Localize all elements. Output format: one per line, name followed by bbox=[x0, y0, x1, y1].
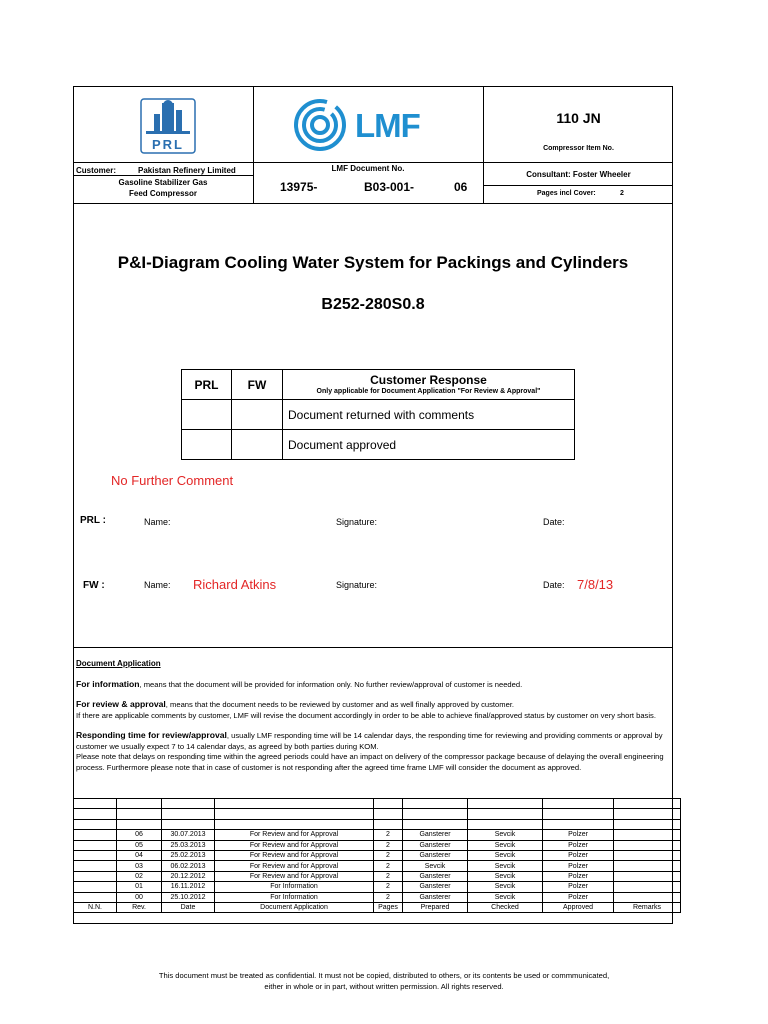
revision-cell-application: For Information bbox=[215, 892, 374, 902]
revision-cell-checked: Sevcik bbox=[468, 840, 543, 850]
revision-cell-rev: 01 bbox=[117, 882, 162, 892]
revision-header-approved: Approved bbox=[543, 902, 614, 912]
revision-row bbox=[74, 882, 681, 892]
revision-cell-remarks bbox=[614, 819, 681, 829]
revision-row bbox=[74, 799, 681, 809]
drawing-number: B252-280S0.8 bbox=[321, 296, 425, 313]
info-term: For information bbox=[76, 678, 140, 689]
revision-cell-approved bbox=[543, 799, 614, 809]
revision-cell-date: 25.10.2012 bbox=[162, 892, 215, 902]
revision-cell-nn bbox=[74, 882, 117, 892]
response-heading: Customer Response bbox=[370, 373, 487, 387]
doc-number-part2: B03-001- bbox=[364, 180, 415, 194]
prl-logo-text: PRL bbox=[152, 137, 184, 152]
fw-approved-checkbox[interactable] bbox=[232, 430, 283, 460]
revision-cell-prepared: Gansterer bbox=[403, 830, 468, 840]
customer-response-table bbox=[181, 369, 575, 460]
revision-cell-prepared: Gansterer bbox=[403, 871, 468, 881]
prl-date-label: Date: bbox=[543, 517, 565, 527]
header-divider bbox=[73, 162, 673, 163]
info-text: , means that the document will be provided for information only. No further review/approval of customer is needed. bbox=[139, 679, 523, 689]
response-option-returned bbox=[283, 400, 575, 430]
revision-cell-date bbox=[162, 819, 215, 829]
responding-text-2: Please note that delays on responding time within the agreed periods could have an impact on delivery of the compressor package because of delaying the overall engineering process. Furthermore please note that in case of customer is not responding after the agreed time frame LMF will consider the document as approved. bbox=[76, 752, 664, 772]
revision-cell-remarks bbox=[614, 840, 681, 850]
revision-cell-pages: 2 bbox=[374, 882, 403, 892]
revision-cell-nn bbox=[74, 799, 117, 809]
revision-cell-pages: 2 bbox=[374, 850, 403, 860]
revision-cell-pages: 2 bbox=[374, 892, 403, 902]
review-text-2: If there are applicable comments by customer, LMF will revise the document accordingly in order to be able to achieve final/approved status by customer on very short basis. bbox=[76, 710, 656, 720]
revision-cell-pages bbox=[374, 799, 403, 809]
fw-name-label: Name: bbox=[144, 580, 171, 590]
revision-cell-remarks bbox=[614, 882, 681, 892]
document-title: P&I-Diagram Cooling Water System for Packings and Cylinders bbox=[117, 253, 629, 272]
revision-cell-checked bbox=[468, 819, 543, 829]
revision-cell-rev bbox=[117, 809, 162, 819]
revision-cell-nn bbox=[74, 830, 117, 840]
revision-row bbox=[74, 830, 681, 840]
revision-header-row bbox=[74, 902, 681, 912]
revision-cell-prepared: Gansterer bbox=[403, 882, 468, 892]
revision-cell-date bbox=[162, 799, 215, 809]
review-text: , means that the document needs to be reviewed by customer and as well finally approved by customer. bbox=[165, 700, 515, 709]
revision-cell-remarks bbox=[614, 809, 681, 819]
revision-row bbox=[74, 819, 681, 829]
footer-confidential-1: This document must be treated as confidential. It must not be copied, distributed to others, or its contents be used or commmunicated, bbox=[158, 971, 610, 980]
revision-cell-application: For Review and for Approval bbox=[215, 871, 374, 881]
revision-cell-date: 25.03.2013 bbox=[162, 840, 215, 850]
doc-application-heading: Document Application bbox=[76, 659, 161, 668]
prl-returned-checkbox[interactable] bbox=[182, 400, 232, 430]
revision-cell-nn bbox=[74, 892, 117, 902]
doc-number-part1: 13975- bbox=[280, 180, 318, 194]
revision-cell-date: 25.02.2013 bbox=[162, 850, 215, 860]
revision-header-remarks: Remarks bbox=[614, 902, 681, 912]
pages-value: 2 bbox=[620, 190, 624, 197]
customer-name: Pakistan Refinery Limited bbox=[138, 166, 236, 175]
revision-cell-prepared bbox=[403, 809, 468, 819]
revision-cell-checked bbox=[468, 799, 543, 809]
header-divider bbox=[73, 203, 673, 204]
revision-cell-checked: Sevcik bbox=[468, 830, 543, 840]
review-term: For review & approval bbox=[76, 699, 166, 709]
revision-cell-pages: 2 bbox=[374, 861, 403, 871]
revision-cell-checked: Sevcik bbox=[468, 861, 543, 871]
revision-cell-checked: Sevcik bbox=[468, 850, 543, 860]
revision-cell-pages bbox=[374, 819, 403, 829]
revision-cell-approved: Polzer bbox=[543, 840, 614, 850]
revision-cell-application: For Information bbox=[215, 882, 374, 892]
revision-cell-pages: 2 bbox=[374, 871, 403, 881]
service-line-1: Gasoline Stabilizer Gas bbox=[118, 178, 208, 187]
response-option-approved-label: Document approved bbox=[288, 437, 397, 452]
revision-cell-rev: 06 bbox=[117, 830, 162, 840]
revision-cell-prepared bbox=[403, 799, 468, 809]
revision-cell-pages bbox=[374, 809, 403, 819]
fw-date-label: Date: bbox=[543, 580, 565, 590]
revision-header-date: Date bbox=[162, 902, 215, 912]
revision-cell-application: For Review and for Approval bbox=[215, 840, 374, 850]
revision-cell-remarks bbox=[614, 799, 681, 809]
response-col-prl bbox=[182, 370, 232, 400]
prl-approved-checkbox[interactable] bbox=[182, 430, 232, 460]
revision-cell-date: 06.02.2013 bbox=[162, 861, 215, 871]
revision-cell-rev bbox=[117, 799, 162, 809]
revision-header-prepared: Prepared bbox=[403, 902, 468, 912]
header-divider bbox=[483, 185, 673, 186]
revision-cell-approved bbox=[543, 809, 614, 819]
revision-cell-prepared: Sevcik bbox=[403, 861, 468, 871]
revision-cell-approved bbox=[543, 819, 614, 829]
revision-cell-application bbox=[215, 799, 374, 809]
revision-cell-nn bbox=[74, 850, 117, 860]
revision-cell-pages: 2 bbox=[374, 840, 403, 850]
customer-label: Customer: bbox=[76, 166, 117, 175]
revision-row bbox=[74, 871, 681, 881]
revision-cell-remarks bbox=[614, 871, 681, 881]
revision-cell-rev: 05 bbox=[117, 840, 162, 850]
revision-cell-application bbox=[215, 819, 374, 829]
pages-label: Pages incl Cover: bbox=[537, 190, 596, 197]
revision-cell-remarks bbox=[614, 830, 681, 840]
revision-cell-approved: Polzer bbox=[543, 850, 614, 860]
response-option-returned-label: Document returned with comments bbox=[288, 407, 475, 422]
revision-cell-date: 16.11.2012 bbox=[162, 882, 215, 892]
revision-cell-approved: Polzer bbox=[543, 892, 614, 902]
revision-cell-prepared: Gansterer bbox=[403, 850, 468, 860]
lmf-document-label: LMF Document No. bbox=[331, 164, 405, 173]
responding-text: , usually LMF responding time will be 14 calendar days, the responding time for reviewing and providing comments or approval by customer we usually expect 7 to 14 calendar days, as agreed by both parties during KOM. bbox=[76, 731, 663, 751]
revision-cell-nn bbox=[74, 871, 117, 881]
consultant: Consultant: Foster Wheeler bbox=[526, 170, 631, 179]
header-divider bbox=[253, 86, 254, 203]
response-option-approved bbox=[283, 430, 575, 460]
revision-cell-checked bbox=[468, 809, 543, 819]
compressor-item-label: Compressor Item No. bbox=[543, 145, 614, 152]
revision-header-nn: N.N. bbox=[74, 902, 117, 912]
revision-row bbox=[74, 809, 681, 819]
revision-cell-rev: 03 bbox=[117, 861, 162, 871]
revision-cell-checked: Sevcik bbox=[468, 882, 543, 892]
revision-cell-nn bbox=[74, 809, 117, 819]
revision-header-pages: Pages bbox=[374, 902, 403, 912]
revision-cell-approved: Polzer bbox=[543, 871, 614, 881]
fw-signature-label: Signature: bbox=[336, 580, 378, 590]
revision-header-checked: Checked bbox=[468, 902, 543, 912]
prl-signoff-label: PRL : bbox=[80, 515, 106, 526]
revision-cell-prepared: Gansterer bbox=[403, 840, 468, 850]
revision-cell-application: For Review and for Approval bbox=[215, 850, 374, 860]
response-col-prl-label: PRL bbox=[194, 377, 219, 392]
prl-name-label: Name: bbox=[144, 517, 171, 527]
revision-cell-date: 20.12.2012 bbox=[162, 871, 215, 881]
revision-cell-rev: 00 bbox=[117, 892, 162, 902]
revision-row bbox=[74, 861, 681, 871]
lmf-logo-text: LMF bbox=[355, 107, 420, 144]
revision-cell-prepared: Gansterer bbox=[403, 892, 468, 902]
fw-date-value: 7/8/13 bbox=[577, 577, 614, 592]
revision-cell-remarks bbox=[614, 861, 681, 871]
revision-cell-approved: Polzer bbox=[543, 882, 614, 892]
fw-signoff-label: FW : bbox=[83, 580, 105, 591]
fw-name-value: Richard Atkins bbox=[193, 577, 277, 592]
revision-cell-rev bbox=[117, 819, 162, 829]
prl-signature-label: Signature: bbox=[336, 517, 378, 527]
revision-cell-remarks bbox=[614, 850, 681, 860]
doc-number-part3: 06 bbox=[454, 180, 468, 194]
response-col-fw-label: FW bbox=[247, 377, 267, 392]
revision-cell-remarks bbox=[614, 892, 681, 902]
response-col-fw bbox=[232, 370, 283, 400]
customer-underline bbox=[73, 175, 253, 176]
response-heading-cell bbox=[283, 370, 575, 400]
fw-returned-checkbox[interactable] bbox=[232, 400, 283, 430]
revision-cell-nn bbox=[74, 819, 117, 829]
responding-term: Responding time for review/approval bbox=[76, 730, 227, 740]
revision-cell-application: For Review and for Approval bbox=[215, 830, 374, 840]
revision-cell-application: For Review and for Approval bbox=[215, 861, 374, 871]
revision-header-application: Document Application bbox=[215, 902, 374, 912]
revision-header-rev: Rev. bbox=[117, 902, 162, 912]
revision-cell-rev: 02 bbox=[117, 871, 162, 881]
revision-cell-date bbox=[162, 809, 215, 819]
footer-confidential-2: either in whole or in part, without written permission. All rights reserved. bbox=[264, 982, 504, 991]
revision-cell-application bbox=[215, 809, 374, 819]
revision-cell-approved: Polzer bbox=[543, 830, 614, 840]
service-line-2: Feed Compressor bbox=[128, 189, 198, 198]
response-subheading: Only applicable for Document Application "For Review & Approval" bbox=[316, 388, 541, 395]
response-note: No Further Comment bbox=[111, 473, 234, 488]
revision-row bbox=[74, 892, 681, 902]
revision-row bbox=[74, 850, 681, 860]
revision-cell-prepared bbox=[403, 819, 468, 829]
revision-cell-nn bbox=[74, 840, 117, 850]
revision-cell-date: 30.07.2013 bbox=[162, 830, 215, 840]
revision-cell-checked: Sevcik bbox=[468, 892, 543, 902]
compressor-item-number: 110 JN bbox=[556, 110, 601, 126]
revision-row bbox=[74, 840, 681, 850]
revision-cell-rev: 04 bbox=[117, 850, 162, 860]
revision-cell-nn bbox=[74, 861, 117, 871]
revision-cell-approved: Polzer bbox=[543, 861, 614, 871]
revision-cell-pages: 2 bbox=[374, 830, 403, 840]
revision-table bbox=[73, 798, 681, 913]
revision-cell-checked: Sevcik bbox=[468, 871, 543, 881]
